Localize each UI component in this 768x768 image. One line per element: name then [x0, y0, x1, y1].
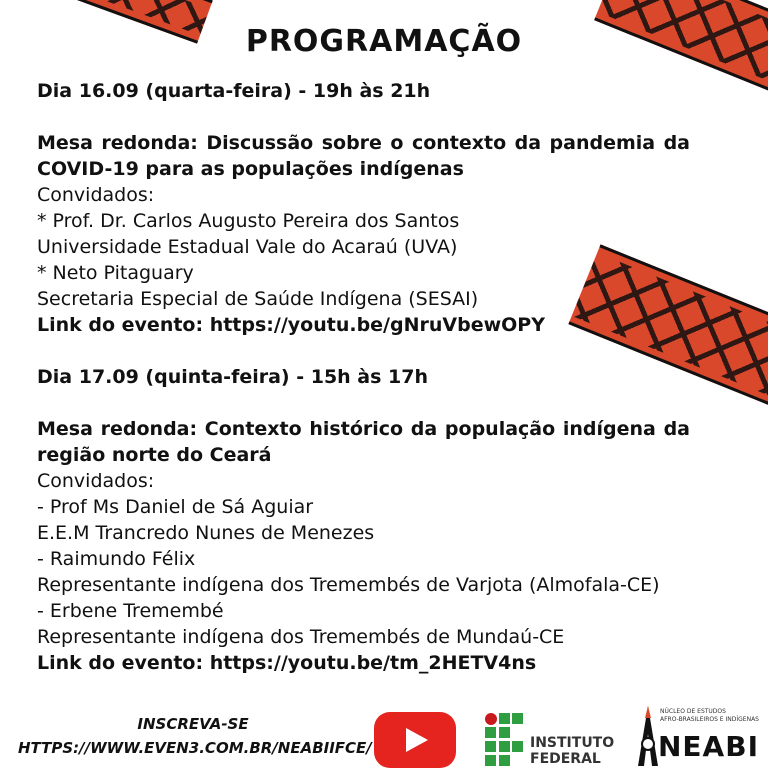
guests-label: Convidados: — [37, 470, 155, 492]
guest-line: Secretaria Especial de Saúde Indígena (SESAI) — [37, 288, 479, 310]
event-date: Dia 16.09 (quarta-feira) - 19h às 21h — [37, 80, 431, 102]
guest-line: - Erbene Tremembé — [37, 600, 224, 622]
event-session-title: Mesa redonda: Discussão sobre o contexto da pandemia da COVID-19 para as populações indígenas — [37, 132, 690, 180]
signup-block — [18, 712, 372, 760]
event-link[interactable]: Link do evento: https://youtu.be/gNruVbewOPY — [37, 314, 545, 336]
guests-label: Convidados: — [37, 184, 155, 206]
event-session-title: Mesa redonda: Contexto histórico da população indígena da região norte do Ceará — [37, 418, 690, 466]
neabi-logo — [636, 704, 764, 768]
guest-line: Universidade Estadual Vale do Acaraú (UVA) — [37, 236, 458, 258]
guest-line: Representante indígena dos Tremembés de Varjota (Almofala-CE) — [37, 574, 660, 596]
if-logo-text: INSTITUTO FEDERAL — [530, 735, 615, 767]
guest-line: - Prof Ms Daniel de Sá Aguiar — [37, 496, 314, 518]
instituto-federal-logo — [484, 712, 614, 768]
guest-line: * Prof. Dr. Carlos Augusto Pereira dos Santos — [37, 210, 460, 232]
guest-line: Representante indígena dos Tremembés de Mundaú-CE — [37, 626, 565, 648]
guest-line: * Neto Pitaguary — [37, 262, 194, 284]
signup-link[interactable]: HTTPS://WWW.EVEN3.COM.BR/NEABIIFCE/ — [18, 739, 372, 757]
page-title: PROGRAMAÇÃO — [245, 24, 523, 59]
neabi-emblem-icon — [636, 704, 660, 768]
guest-line: - Raimundo Félix — [37, 548, 196, 570]
play-icon — [374, 712, 456, 768]
if-logo-icon — [484, 712, 524, 768]
schedule-content — [37, 78, 690, 676]
guest-line: E.E.M Trancredo Nunes de Menezes — [37, 522, 375, 544]
event-link[interactable]: Link do evento: https://youtu.be/tm_2HETV4ns — [37, 652, 537, 674]
event-date: Dia 17.09 (quinta-feira) - 15h às 17h — [37, 366, 429, 388]
neabi-wordmark: NEABI — [658, 730, 759, 763]
signup-label: INSCREVA-SE — [137, 715, 249, 733]
neabi-subtitle: NÚCLEO DE ESTUDOS AFRO-BRASILEIROS E INDÍGENAS — [660, 708, 759, 723]
youtube-icon[interactable] — [374, 712, 456, 768]
